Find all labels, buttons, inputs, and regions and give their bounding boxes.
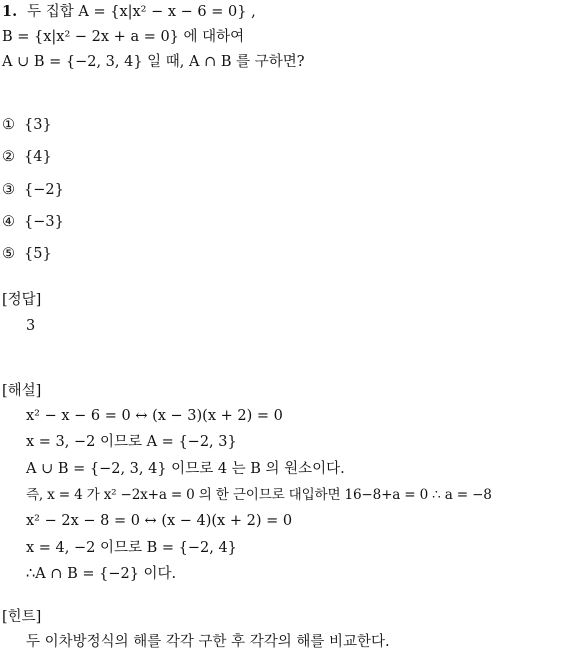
problem-text-1: 두 집합 A = {x|x² − x − 6 = 0} , bbox=[27, 4, 256, 20]
explanation-line-1: x² − x − 6 = 0 ↔ (x − 3)(x + 2) = 0 bbox=[26, 408, 283, 424]
explanation-line-6: x = 4, −2 이므로 B = {−2, 4} bbox=[26, 540, 237, 556]
option-2-text: {4} bbox=[24, 149, 52, 165]
explanation-line-7: ∴A ∩ B = {−2} 이다. bbox=[26, 566, 177, 582]
option-4[interactable] bbox=[2, 213, 64, 231]
option-2[interactable] bbox=[2, 148, 52, 166]
hint-text: 두 이차방정식의 해를 각각 구한 후 각각의 해를 비교한다. bbox=[26, 634, 390, 650]
hint-header: [힌트] bbox=[2, 609, 42, 625]
answer-header: [정답] bbox=[2, 292, 42, 308]
problem-line-2: B = {x|x² − 2x + a = 0} 에 대하여 bbox=[2, 29, 245, 45]
option-5-text: {5} bbox=[24, 246, 52, 262]
explanation-line-3: A ∪ B = {−2, 3, 4} 이므로 4 는 B 의 원소이다. bbox=[26, 461, 345, 477]
answer-value: 3 bbox=[26, 318, 36, 334]
problem-number: 1. bbox=[2, 3, 18, 20]
explanation-line-4: 즉, x = 4 가 x² −2x+a = 0 의 한 근이므로 대입하면 16−8+a = 0 ∴ a = −8 bbox=[26, 487, 492, 503]
explanation-line-5: x² − 2x − 8 = 0 ↔ (x − 4)(x + 2) = 0 bbox=[26, 513, 293, 529]
option-4-text: {−3} bbox=[24, 214, 64, 230]
option-1-mark: ① bbox=[2, 117, 15, 133]
option-1[interactable] bbox=[2, 116, 52, 134]
option-3-text: {−2} bbox=[24, 182, 64, 198]
option-1-text: {3} bbox=[24, 117, 52, 133]
explanation-line-2: x = 3, −2 이므로 A = {−2, 3} bbox=[26, 434, 237, 450]
option-5-mark: ⑤ bbox=[2, 246, 15, 262]
option-3[interactable] bbox=[2, 181, 64, 199]
option-2-mark: ② bbox=[2, 149, 15, 165]
option-4-mark: ④ bbox=[2, 214, 15, 230]
explanation-header: [해설] bbox=[2, 383, 42, 399]
problem-line-1 bbox=[2, 3, 256, 21]
problem-line-3: A ∪ B = {−2, 3, 4} 일 때, A ∩ B 를 구하면? bbox=[2, 54, 305, 70]
option-5[interactable] bbox=[2, 245, 52, 263]
option-3-mark: ③ bbox=[2, 182, 15, 198]
